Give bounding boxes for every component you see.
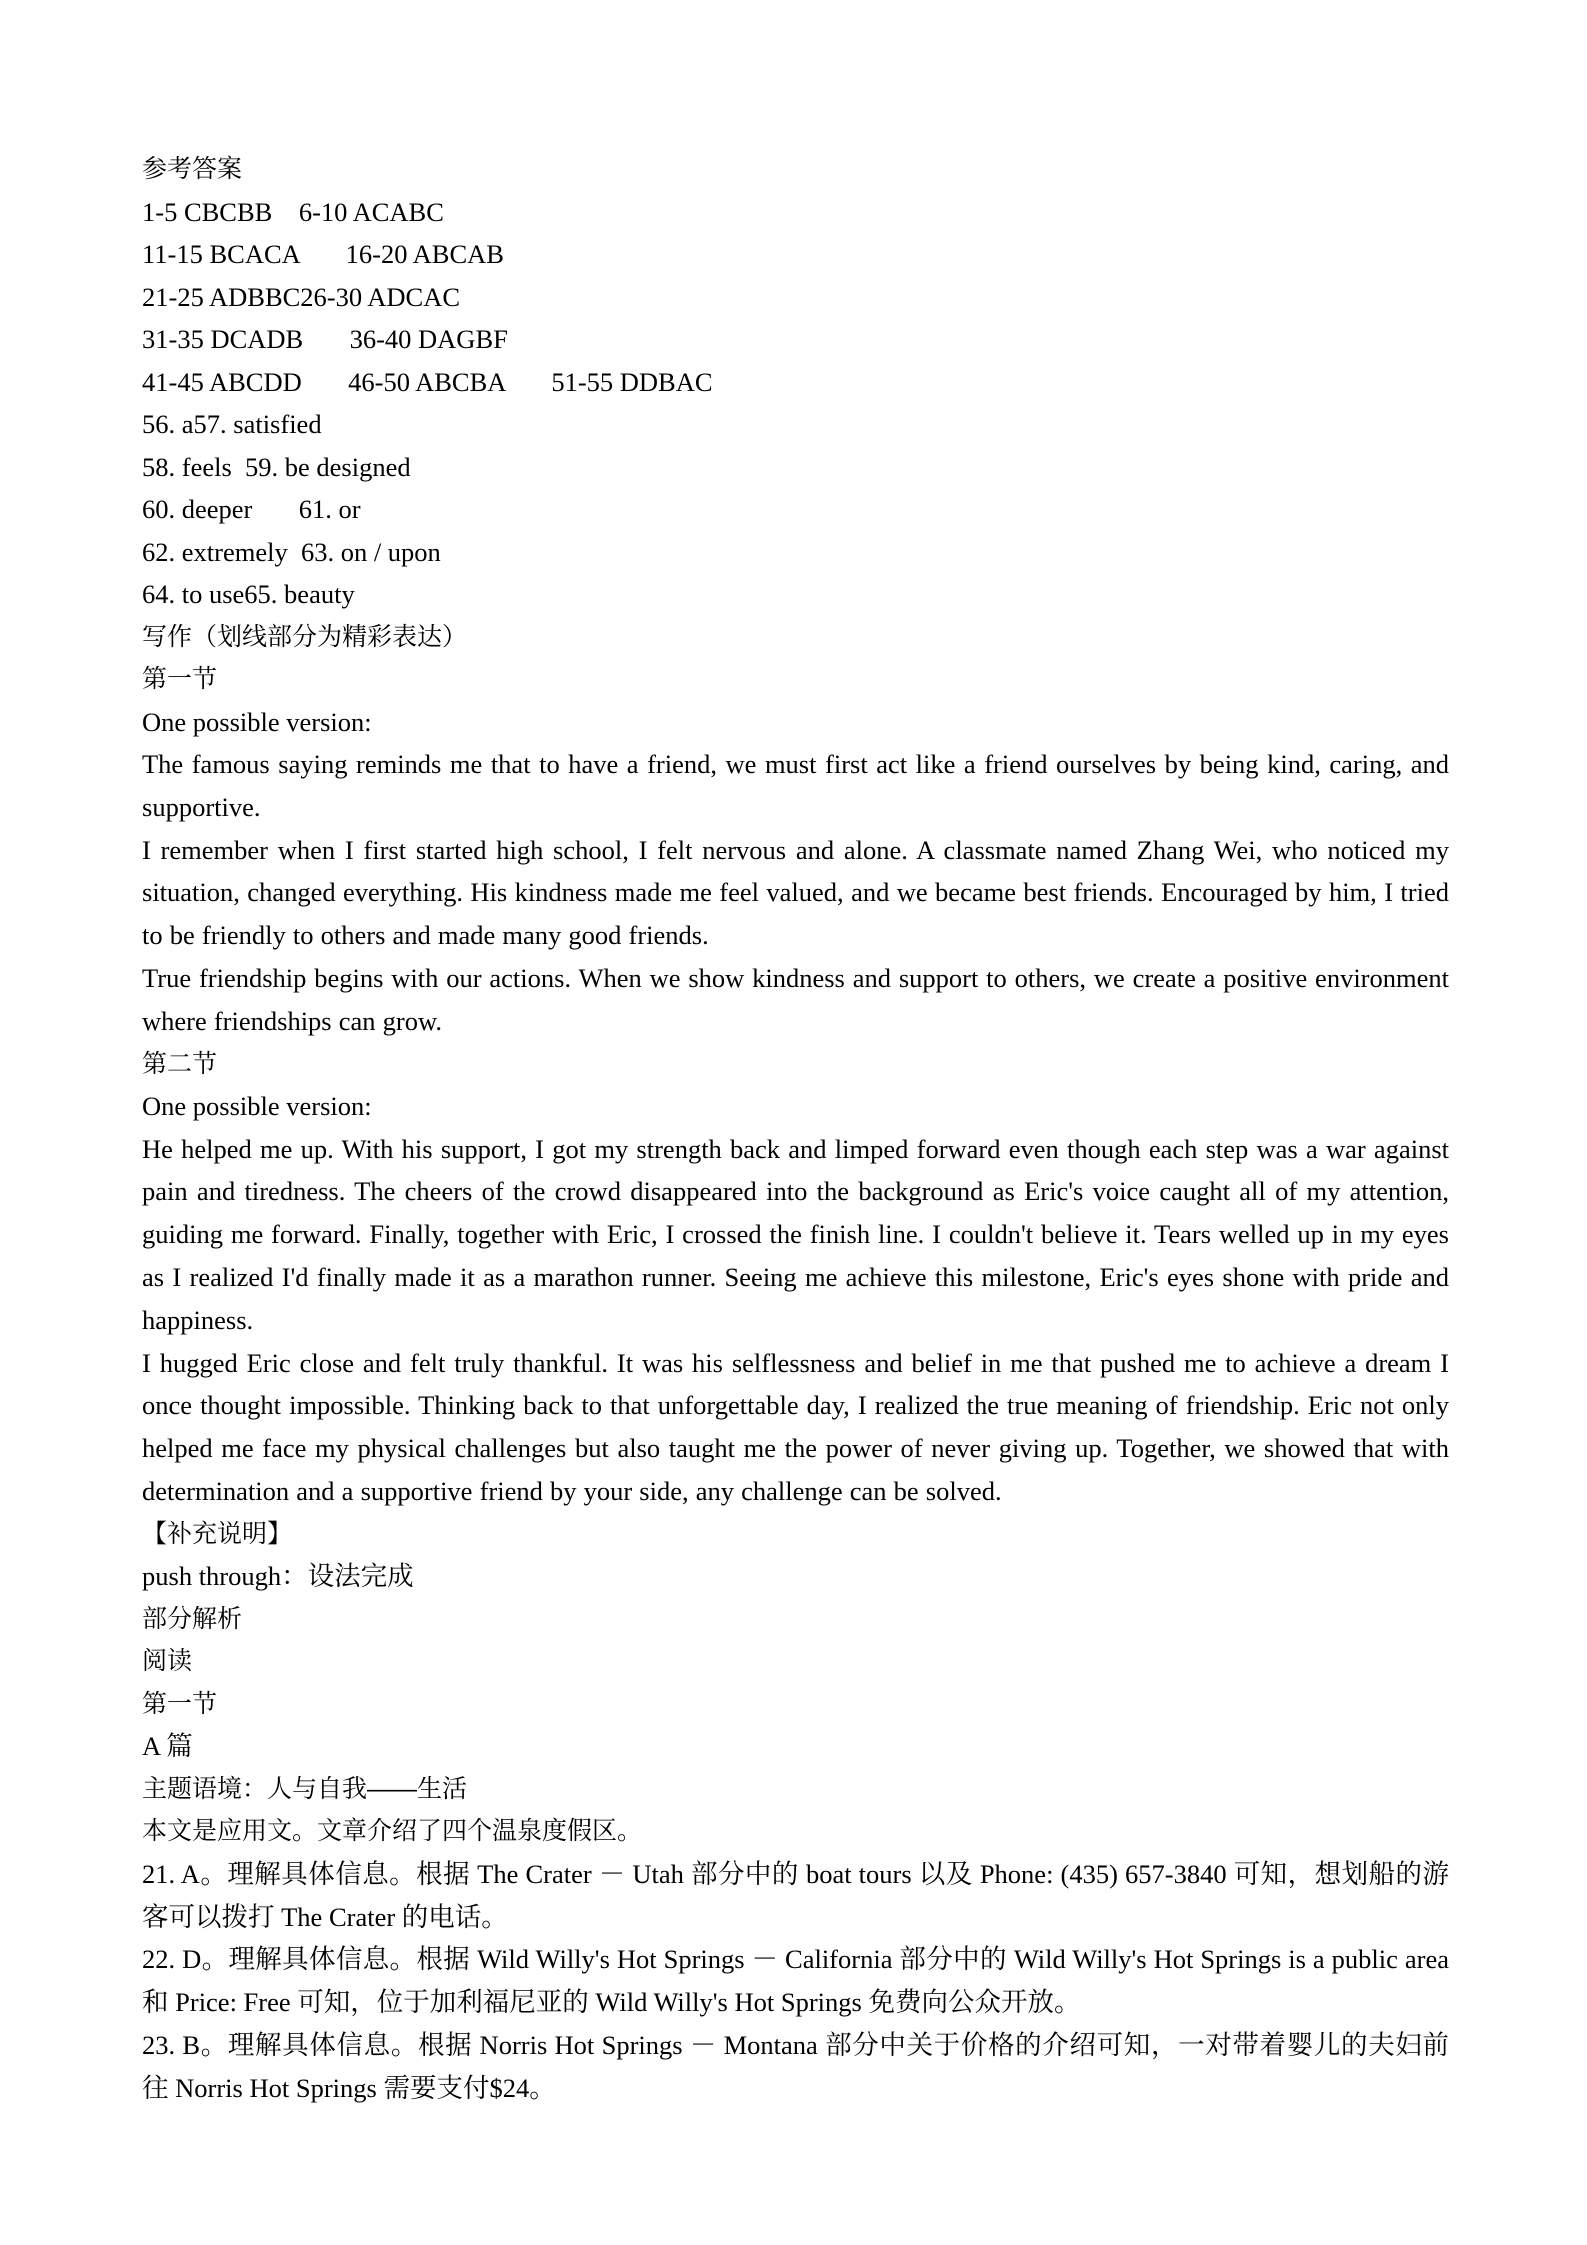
fill-in-answer-row: 60. deeper 61. or <box>142 494 361 524</box>
writing-part-two-version-label: One possible version: <box>142 1091 372 1122</box>
writing-part-two-label: 第二节 <box>142 1049 218 1078</box>
objective-answer-row: 11-15 BCACA 16-20 ABCAB <box>142 239 504 269</box>
writing-part-one-paragraph: The famous saying reminds me that to have a friend, we must first act like a friend ourselves by being kind, caring, and supportive. <box>142 749 1449 822</box>
analysis-part-one-label: 第一节 <box>142 1689 218 1718</box>
writing-part-one-paragraph: I remember when I first started high school, I felt nervous and alone. A classmate named Zhang Wei, who noticed my situation, changed everything. His kindness made me feel valued, and we became best friends. Encouraged by him, I tried to be friendly to others and made many good friends. <box>142 834 1449 951</box>
analysis-reading-label: 阅读 <box>142 1647 193 1676</box>
writing-part-one-version-label: One possible version: <box>142 706 372 737</box>
analysis-theme: 主题语境：人与自我——生活 <box>142 1774 468 1803</box>
writing-part-one-label: 第一节 <box>142 665 218 693</box>
document-content <box>142 148 1449 2110</box>
objective-answer-row: 21-25 ADBBC26-30 ADCAC <box>142 281 461 312</box>
objective-answer-row: 41-45 ABCDD 46-50 ABCBA 51-55 DDBAC <box>142 366 713 397</box>
writing-part-one-paragraph: True friendship begins with our actions. When we show kindness and support to others, we create a positive environment where friendships can grow. <box>142 962 1449 1036</box>
fill-in-answer-row: 58. feels 59. be designed <box>142 451 411 482</box>
analysis-item: 23. B。理解具体信息。根据 Norris Hot Springs － Montana 部分中关于价格的介绍可知，一对带着婴儿的夫妇前往 Norris Hot Springs 需要支付$24。 <box>142 2029 1449 2103</box>
writing-part-two-paragraph: I hugged Eric close and felt truly thankful. It was his selflessness and belief in me that pushed me to achieve a dream I once thought impossible. Thinking back to that unforgettable day, I realized the true meaning of friendship. Eric not only helped me face my physical challenges but also taught me the power of never giving up. Together, we showed that with determination and a supportive friend by your side, any challenge can be solved. <box>142 1347 1449 1506</box>
document-heading: 参考答案 <box>142 155 243 183</box>
supplement-entry: push through：设法完成 <box>142 1561 414 1592</box>
writing-part-two-paragraph: He helped me up. With his support, I got my strength back and limped forward even though each step was a war against pain and tiredness. The cheers of the crowd disappeared into the background as Eric's voice caught all of my attention, guiding me forward. Finally, together with Eric, I crossed the finish line. I couldn't believe it. Tears welled up in my eyes as I realized I'd finally made it as a marathon runner. Seeing me achieve this milestone, Eric's eyes shone with pride and happiness. <box>142 1133 1449 1335</box>
supplement-title: 【补充说明】 <box>142 1519 293 1548</box>
analysis-item: 21. A。理解具体信息。根据 The Crater － Utah 部分中的 boat tours 以及 Phone: (435) 657-3840 可知，想划船的游客可以拨打 The Crater 的电话。 <box>142 1858 1449 1932</box>
fill-in-answer-row: 62. extremely 63. on / upon <box>142 536 441 567</box>
analysis-summary: 本文是应用文。文章介绍了四个温泉度假区。 <box>142 1817 643 1846</box>
analysis-section-title: 部分解析 <box>142 1604 243 1633</box>
fill-in-answer-row: 56. a57. satisfied <box>142 409 322 439</box>
writing-section-title: 写作（划线部分为精彩表达） <box>142 622 468 651</box>
objective-answer-row: 1-5 CBCBB 6-10 ACABC <box>142 196 444 227</box>
objective-answer-row: 31-35 DCADB 36-40 DAGBF <box>142 324 508 354</box>
analysis-passage-label: A 篇 <box>142 1731 193 1762</box>
fill-in-answer-row: 64. to use65. beauty <box>142 579 355 609</box>
analysis-item: 22. D。理解具体信息。根据 Wild Willy's Hot Springs － California 部分中的 Wild Willy's Hot Springs is a public area 和 Price: Free 可知，位于加利福尼亚的 Wild Willy's Hot Springs 免费向公众开放。 <box>142 1944 1449 2018</box>
